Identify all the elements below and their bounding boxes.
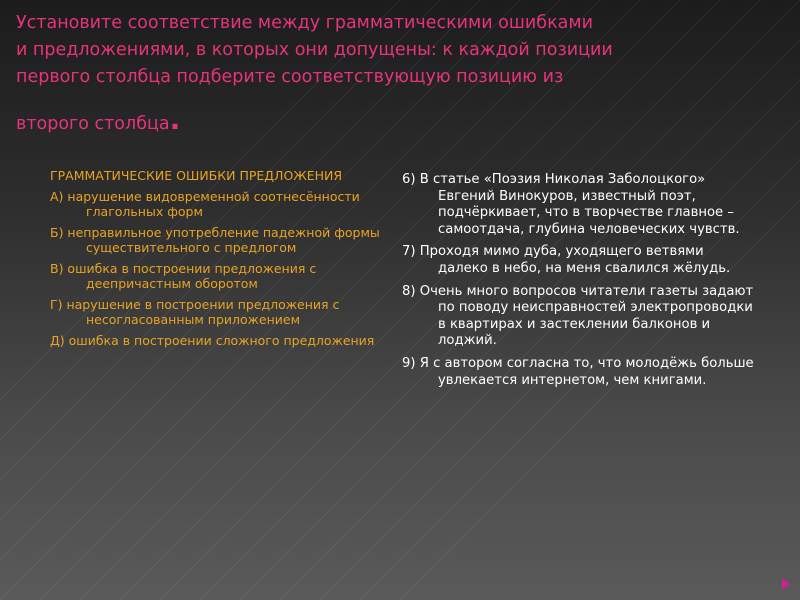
sentence-item-7: 7) Проходя мимо дуба, уходящего ветвями далеко в небо, на меня свалился жёлудь. — [402, 244, 731, 276]
error-item-b: Б) неправильное употребление падежной формы существительного с предлогом — [50, 225, 380, 255]
error-item-d: Д) ошибка в построении сложного предложения — [50, 333, 375, 348]
sentences-column — [402, 172, 757, 395]
title-dot: . — [169, 103, 181, 136]
triangle-right-icon[interactable] — [782, 578, 790, 590]
title-line-4-wrap — [16, 103, 786, 138]
error-item-v: В) ошибка в построении предложения с деепричастным оборотом — [50, 261, 317, 291]
title-line-1: Установите соответствие между грамматическими ошибками — [16, 13, 593, 33]
error-item-g: Г) нарушение в построении предложения с несогласованным приложением — [50, 297, 340, 327]
title-line-3: первого столбца подберите соответствующую позицию из — [16, 67, 564, 87]
sentence-item-8: 8) Очень много вопросов читатели газеты задают по поводу неисправностей электропроводки в квартирах и застеклении балконов и лоджий. — [402, 283, 754, 349]
sentence-item-6: 6) В статье «Поэзия Николая Заболоцкого» Евгений Винокуров, известный поэт, подчёркивает, что в творчестве главное – самоотдача, глубина человеческих чувств. — [402, 172, 740, 237]
errors-header: ГРАММАТИЧЕСКИЕ ОШИБКИ ПРЕДЛОЖЕНИЯ — [50, 168, 343, 183]
slide-title — [16, 10, 786, 138]
title-line-4: второго столбца — [16, 114, 170, 134]
sentence-item-9: 9) Я с автором согласна то, что молодёжь больше увлекается интернетом, чем книгами. — [402, 355, 754, 388]
errors-column — [50, 168, 380, 354]
error-item-a: А) нарушение видовременной соотнесённости глагольных форм — [50, 189, 360, 219]
title-line-2: и предложениями, в которых они допущены: к каждой позиции — [16, 40, 613, 60]
